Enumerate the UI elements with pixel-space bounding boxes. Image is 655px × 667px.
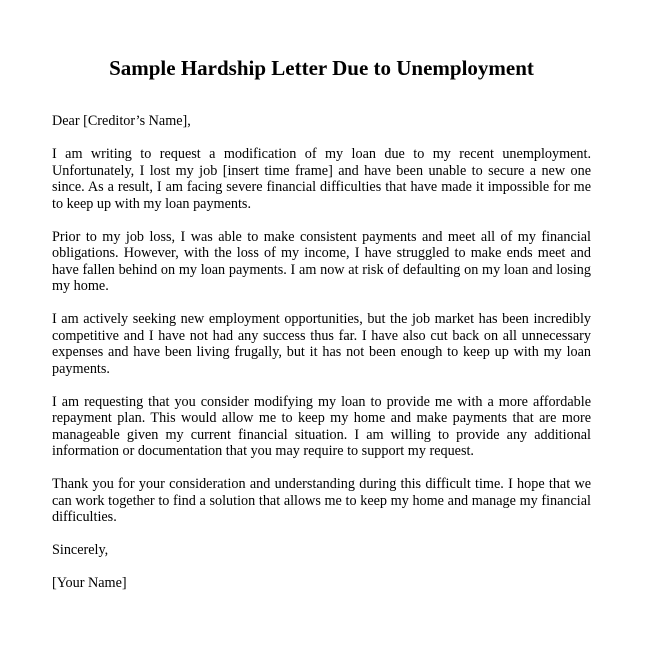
letter-title: Sample Hardship Letter Due to Unemployment (109, 56, 534, 80)
paragraph-request: I am writing to request a modification of my loan due to my recent unemployment. Unfortunately, I lost my job [insert time frame] and have been unable to secure a new one since. As a result, I am facing severe financial difficulties that have made it impossible for me to keep up with my loan payments. (52, 146, 591, 212)
letter-body (52, 113, 591, 608)
signature: [Your Name] (52, 575, 127, 591)
closing: Sincerely, (52, 542, 109, 558)
paragraph-thanks: Thank you for your consideration and understanding during this difficult time. I hope that we can work together to find a solution that allows me to keep my home and manage my financial difficulties. (52, 476, 591, 525)
paragraph-background: Prior to my job loss, I was able to make consistent payments and meet all of my financial obligations. However, with the loss of my income, I have struggled to make ends meet and have fallen behind on my loan payments. I am now at risk of defaulting on my loan and losing my home. (52, 228, 591, 294)
paragraph-efforts: I am actively seeking new employment opportunities, but the job market has been incredibly competitive and I have not had any success thus far. I have also cut back on all unnecessary expenses and have been living frugally, but it has not been enough to keep up with my loan payments. (52, 311, 591, 377)
paragraph-proposal: I am requesting that you consider modifying my loan to provide me with a more affordable repayment plan. This would allow me to keep my home and make payments that are more manageable given my current financial situation. I am willing to provide any additional information or documentation that you may require to support my request. (52, 393, 591, 459)
salutation: Dear [Creditor’s Name], (52, 113, 191, 129)
